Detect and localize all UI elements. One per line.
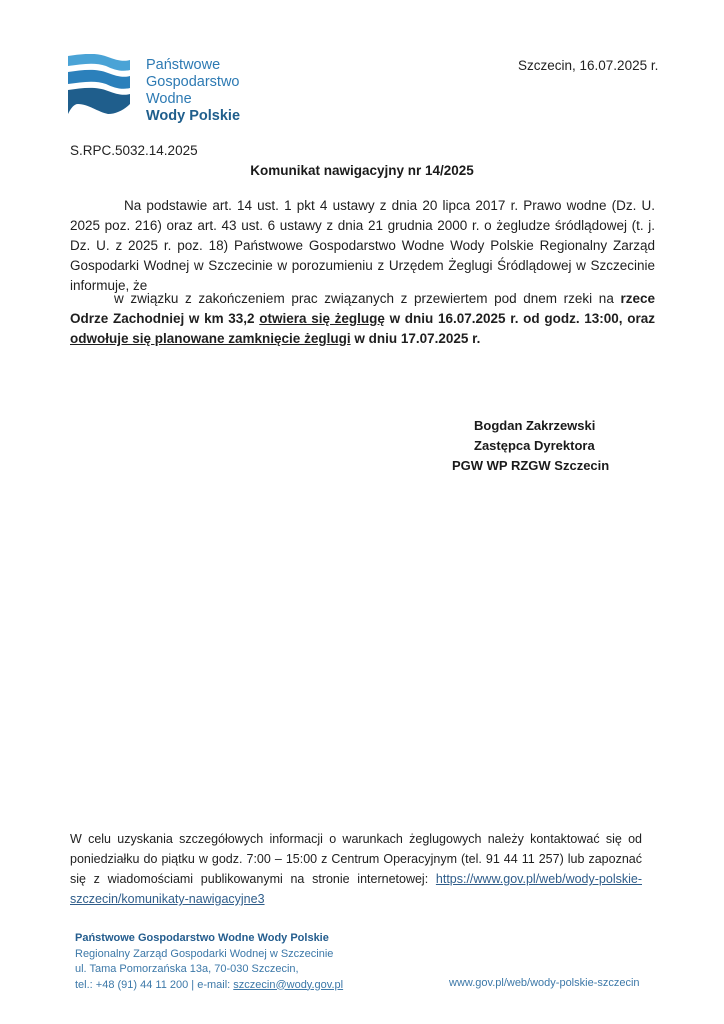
announcement-location: rzece Odrze Zachodniej w km 33,2 [70, 291, 655, 326]
signatory-unit: PGW WP RZGW Szczecin [452, 458, 610, 473]
footer-street: ul. Tama Pomorzańska 13a, 70-030 Szczecin, [75, 963, 299, 975]
logo-line-2: Gospodarstwo Wodne [146, 74, 240, 107]
footer-email-link[interactable]: szczecin@wody.gov.pl [233, 978, 344, 991]
logo-line-1: Państwowe [146, 57, 221, 73]
footer-address [75, 931, 343, 993]
legal-basis-text: Na podstawie art. 14 ust. 1 pkt 4 ustawy z dnia 20 lipca 2017 r. Prawo wodne (Dz. U. 2025 poz. 216) oraz art. 43 ust. 6 ustawy z dnia 21 grudnia 2000 r. o żegludze śródlądowej (t. j. Dz. U. z 2025 r. poz. 18) Państwowe Gospodarstwo Wodne Wody Polskie Regionalny Zarząd Gospodarki Wodnej w Szczecinie w porozumieniu z Urzędem Żeglugi Śródlądowej w Szczecinie informuje, że [70, 198, 655, 293]
announcement-paragraph [70, 289, 655, 349]
signatory-position: Zastępca Dyrektora [474, 438, 595, 453]
logo-line-3: Wody Polskie [146, 108, 241, 124]
organization-logo [68, 54, 288, 124]
announcement-opening: otwiera się żeglugę [259, 311, 385, 326]
document-title: Komunikat nawigacyjny nr 14/2025 [250, 163, 474, 178]
footer-website[interactable]: www.gov.pl/web/wody-polskie-szczecin [449, 977, 640, 989]
contact-info-text: W celu uzyskania szczegółowych informacji o warunkach żeglugowych należy kontaktować się od poniedziałku do piątku w godz. 7:00 – 15:00 z Centrum Operacyjnym (tel. 91 44 11 257) lub zapoznać się z wiadomościami publikowanymi na stronie internetowej: [70, 832, 642, 886]
announcement-opening-date: w dniu 16.07.2025 r. od godz. 13:00, oraz [384, 311, 656, 326]
wody-polskie-wave-shield-icon [68, 54, 130, 116]
footer-phone: tel.: +48 (91) 44 11 200 | e-mail: [75, 978, 234, 991]
announcement-cancellation: odwołuje się planowane zamknięcie żeglugi [70, 331, 351, 346]
footer-contact [75, 978, 343, 994]
footer-organization: Państwowe Gospodarstwo Wodne Wody Polskie [75, 932, 329, 944]
announcements-link[interactable]: https://www.gov.pl/web/wody-polskie-szczecin/komunikaty-nawigacyjne3 [70, 872, 642, 906]
legal-basis-paragraph [70, 196, 655, 296]
logo-wordmark [146, 57, 288, 125]
place-and-date: Szczecin, 16.07.2025 r. [518, 58, 659, 73]
signature-block [440, 416, 630, 476]
announcement-text-1: w związku z zakończeniem prac związanych z przewiertem pod dnem rzeki na [114, 291, 621, 306]
reference-number: S.RPC.5032.14.2025 [70, 143, 198, 158]
announcement-cancellation-date: w dniu 17.07.2025 r. [350, 331, 481, 346]
footer-unit: Regionalny Zarząd Gospodarki Wodnej w Szczecinie [75, 947, 334, 960]
contact-info-paragraph [70, 829, 642, 909]
signatory-name: Bogdan Zakrzewski [474, 418, 596, 433]
